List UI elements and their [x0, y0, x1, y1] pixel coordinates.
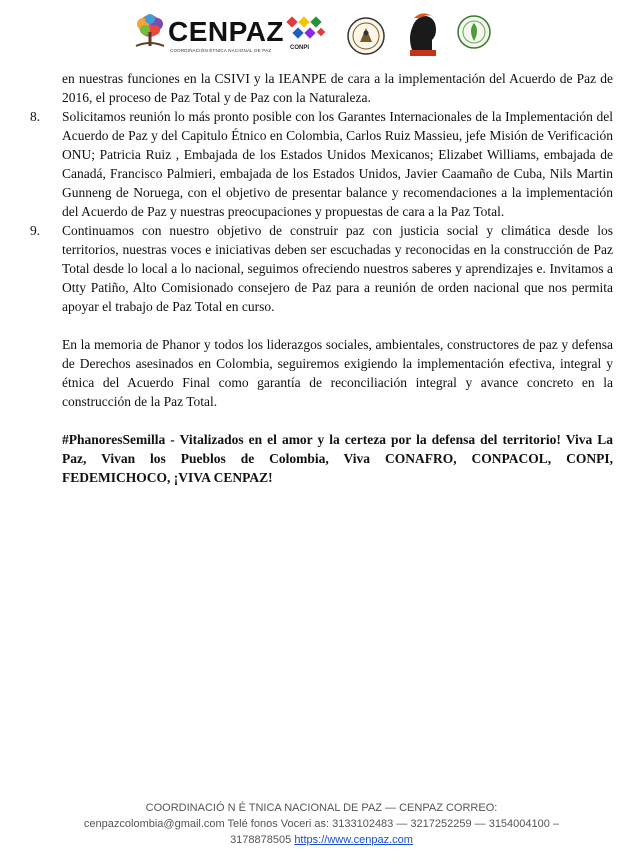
website-link[interactable]: https://www.cenpaz.com [294, 834, 413, 846]
letterhead [0, 6, 643, 60]
intro-continuation: en nuestras funciones en la CSIVI y la IEANPE de cara a la implementación del Acuerdo de Paz de 2016, el proceso de Paz Total y de Paz con la Naturaleza. [62, 71, 613, 105]
conafro-seal [346, 16, 386, 61]
fedemichoco-head-logo [402, 10, 442, 63]
footer-line-1: COORDINACIÓ N É TNICA NACIONAL DE PAZ — CENPAZ CORREO: [145, 802, 498, 814]
document-body [30, 69, 613, 487]
footer-line-3 [0, 832, 643, 848]
conpacol-seal [456, 14, 492, 55]
footer-phone: 3178878505 [230, 834, 292, 846]
list-item-9 [30, 221, 613, 316]
list-item-8 [30, 107, 613, 221]
footer-line-2: cenpazcolombia@gmail.com Telé fonos Voceri as: 3133102483 — 3217252259 — 3154004100 – [83, 818, 560, 830]
item-number: 9. [30, 223, 41, 238]
cenpaz-subtitle: COORDINACIÓN ÉTNICA NACIONAL DE PAZ [170, 48, 272, 53]
item-text: Solicitamos reunión lo más pronto posible con los Garantes Internacionales de la Implementación del Acuerdo de Paz y del Capitulo Étnico en Colombia, Carlos Ruiz Massieu, jefe Misión de Verificación ONU; Patricia Ruiz , Embajada de los Estados Unidos Mexicanos; Elizabet Williams, embajada de Canadá, Francisco Palmieri, embajada de los Estados Unidos, Javier Caamaño de Cuba, Nils Martin Gunneng de Noruega, con el objetivo de presentar balance y recomendaciones a la implementación del Acuerdo de Paz y nuestras preocupaciones y propuestas de cara a la Paz Total. [62, 109, 613, 219]
conpi-wordmark: CONPI [290, 45, 310, 51]
conpi-logo [286, 16, 328, 56]
memoria-paragraph: En la memoria de Phanor y todos los liderazgos sociales, ambientales, constructores de paz y defensa de Derechos asesinados en Colombia, seguiremos exigiendo la implementación efectiva, integral y étnica del Acuerdo Final como garantía de reconciliación integral y avance concreto en la construcción de la Paz Total. [62, 337, 613, 409]
footer [0, 800, 643, 848]
item-number: 8. [30, 109, 41, 124]
cenpaz-wordmark: CENPAZ [168, 16, 285, 47]
closing-slogan: #PhanoresSemilla - Vitalizados en el amor y la certeza por la defensa del territorio! Viva La Paz, Vivan los Pueblos de Colombia, Viva CONAFRO, CONPACOL, CONPI, FEDEMICHOCO, ¡VIVA CENPAZ! [62, 432, 613, 485]
cenpaz-logo [130, 8, 285, 58]
item-text: Continuamos con nuestro objetivo de construir paz con justicia social y climática desde los territorios, nuestras voces e iniciativas deben ser escuchadas y reconocidas en la construcción de Paz Total desde lo local a lo nacional, seguimos ofreciendo nuestros saberes y aprendizajes e. Invitamos a Otty Patiño, Alto Comisionado consejero de Paz para a reunión de orden nacional que nos permita apoyar el trabajo de Paz Total en curso. [62, 223, 613, 314]
